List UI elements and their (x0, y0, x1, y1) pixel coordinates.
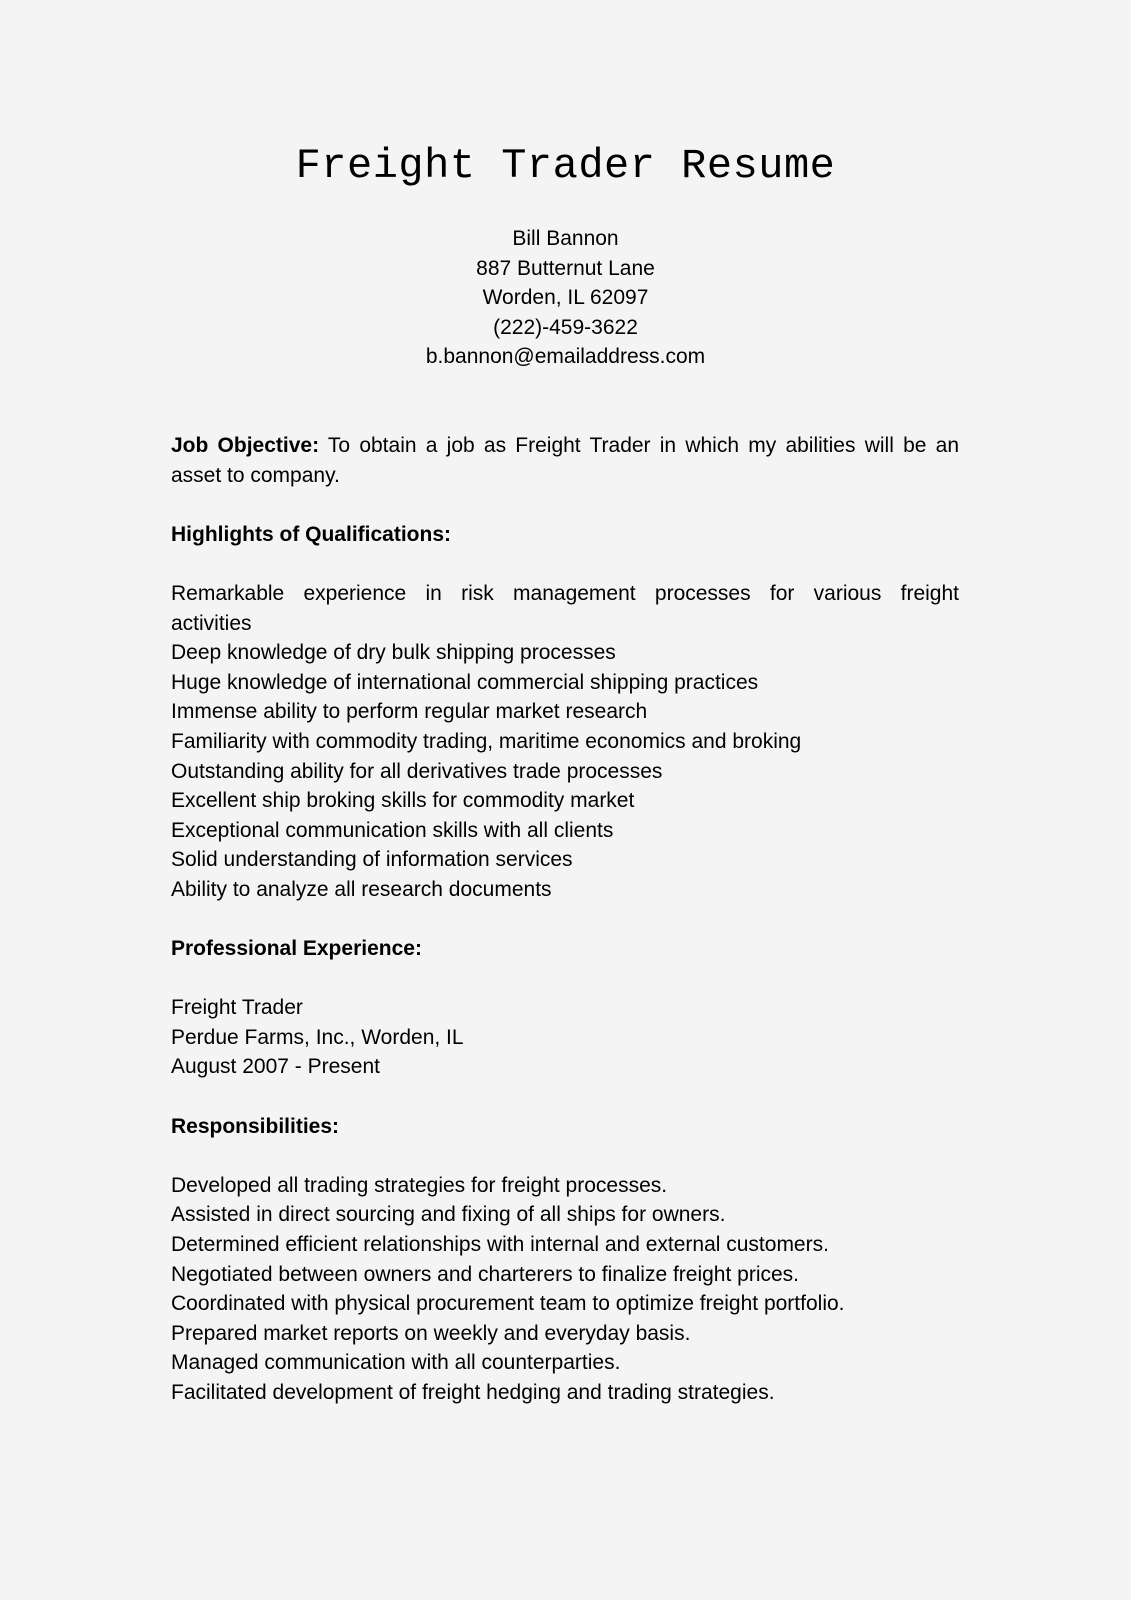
employment-dates: August 2007 - Present (171, 1055, 380, 1079)
list-item: Immense ability to perform regular market research (171, 700, 648, 724)
list-item: Facilitated development of freight hedging and trading strategies. (171, 1381, 775, 1404)
experience-entry (171, 993, 959, 1082)
list-item: Determined efficient relationships with internal and external customers. (171, 1233, 829, 1257)
list-item-continuation: activities (171, 611, 252, 635)
contact-block (0, 224, 1131, 372)
list-item: Outstanding ability for all derivatives trade processes (171, 759, 663, 783)
job-objective (171, 431, 959, 490)
list-item: Exceptional communication skills with all clients (171, 818, 614, 842)
resume-body (171, 431, 959, 1408)
contact-name: Bill Bannon (512, 227, 619, 250)
responsibilities-list (171, 1171, 959, 1408)
job-objective-text: To obtain a job as Freight Trader in which my abilities will be an asset to company. (171, 434, 960, 487)
highlights-heading: Highlights of Qualifications: (171, 522, 451, 546)
experience-heading: Professional Experience: (171, 937, 422, 961)
list-item: Managed communication with all counterparties. (171, 1351, 621, 1375)
responsibilities-heading: Responsibilities: (171, 1114, 340, 1138)
job-title: Freight Trader (171, 996, 303, 1020)
page-title: Freight Trader Resume (295, 142, 836, 190)
list-item: Familiarity with commodity trading, maritime economics and broking (171, 729, 802, 753)
list-item: Remarkable experience in risk management processes for various freight (171, 581, 959, 605)
list-item: Excellent ship broking skills for commodity market (171, 789, 635, 813)
list-item: Coordinated with physical procurement team to optimize freight portfolio. (171, 1292, 845, 1316)
contact-phone: (222)-459-3622 (493, 315, 638, 339)
list-item: Ability to analyze all research documents (171, 877, 552, 901)
highlights-list (171, 579, 959, 905)
job-objective-label: Job Objective: (171, 434, 320, 457)
contact-city: Worden, IL 62097 (482, 286, 649, 310)
company: Perdue Farms, Inc., Worden, IL (171, 1025, 464, 1049)
contact-street: 887 Butternut Lane (476, 256, 655, 280)
list-item: Deep knowledge of dry bulk shipping processes (171, 641, 616, 665)
list-item: Prepared market reports on weekly and everyday basis. (171, 1321, 691, 1345)
list-item: Developed all trading strategies for freight processes. (171, 1173, 668, 1197)
contact-email: b.bannon@emailaddress.com (425, 345, 706, 369)
list-item: Assisted in direct sourcing and fixing of all ships for owners. (171, 1203, 726, 1227)
list-item: Huge knowledge of international commercial shipping practices (171, 670, 759, 694)
list-item: Negotiated between owners and charterers to finalize freight prices. (171, 1262, 800, 1286)
list-item: Solid understanding of information services (171, 848, 573, 872)
